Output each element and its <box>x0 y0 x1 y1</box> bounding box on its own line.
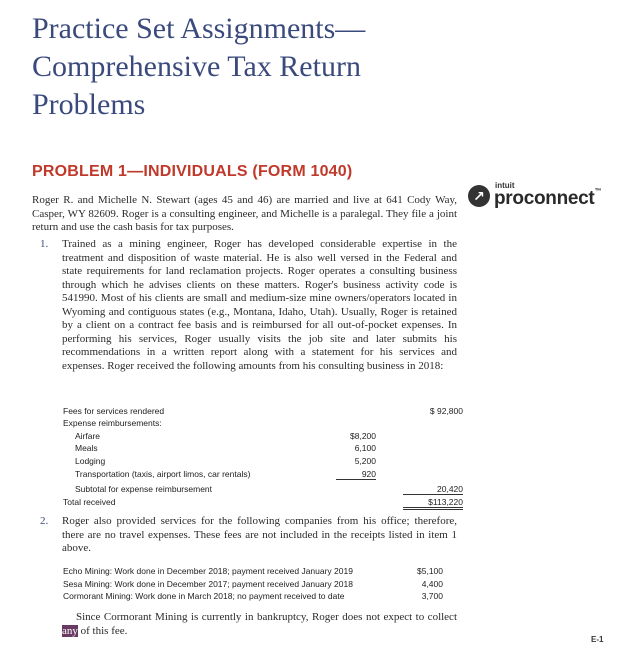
table-row <box>63 456 463 468</box>
note-text-after: of this fee. <box>77 624 128 637</box>
highlighted-word[interactable]: any <box>62 624 78 637</box>
total-label: Total received <box>63 497 116 507</box>
table-row <box>63 431 463 443</box>
total-row <box>63 497 463 509</box>
proconnect-text: proconnect <box>494 188 595 209</box>
proconnect-logo <box>468 183 618 213</box>
company-label: Sesa Mining: Work done in December 2017; payment received January 2018 <box>63 579 353 589</box>
page-number: E-1 <box>591 635 604 644</box>
item-2-text: Roger also provided services for the following companies from his office; therefore, there are no travel expenses. These fees are not included in the receipts listed in item 1 above. <box>62 515 457 554</box>
company-row <box>63 579 443 591</box>
expense-label: Airfare <box>75 431 101 441</box>
expense-amount: 5,200 <box>354 456 376 466</box>
reimbursement-label: Expense reimbursements: <box>63 418 162 428</box>
reimbursement-header-row <box>63 418 463 430</box>
fees-amount: $ 92,800 <box>429 406 463 416</box>
company-amount: $5,100 <box>417 566 443 576</box>
table-row <box>63 469 463 481</box>
expense-label: Transportation (taxis, airport limos, car rentals) <box>75 469 251 479</box>
arrow-icon: ↗ <box>468 185 490 207</box>
subtotal-row <box>63 484 463 496</box>
expense-amount: $8,200 <box>350 431 376 441</box>
expense-label: Lodging <box>75 456 106 466</box>
company-row <box>63 591 443 603</box>
expense-amount: 6,100 <box>354 443 376 453</box>
problem-heading: PROBLEM 1—INDIVIDUALS (FORM 1040) <box>32 163 353 180</box>
chapter-title-line-3: Problems <box>32 88 146 121</box>
fees-row <box>63 406 463 418</box>
problem-intro: Roger R. and Michelle N. Stewart (ages 45 and 46) are married and live at 641 Cody Way, Casper, WY 82609. Roger is a consulting engineer, and Michelle is a paralegal. They file a joint return and use the cash basis for tax purposes. <box>32 194 457 233</box>
item-1-text: Trained as a mining engineer, Roger has developed considerable expertise in the treatment and disposition of waste material. He is also well versed in the Federal and state requirements for land reclamation projects. Roger operates a consulting business through which he advises clients on these matters. Roger's business activity code is 541990. Most of his clients are small and medium-size mine owners/operators located in Wyoming and contiguous states (e.g., Montana, Idaho, Utah). Usually, Roger is retained by a client on a contract fee basis and is reimbursed for all out-of-pocket expenses. In performing his services, Roger usually visits the job site and later submits his recommendations in a written report along with a statement for his services and expenses. Roger received the following amounts from his consulting business in 2018: <box>62 238 457 372</box>
expense-amount: 920 <box>336 469 376 480</box>
company-label: Echo Mining: Work done in December 2018; payment received January 2019 <box>63 566 353 576</box>
company-label: Cormorant Mining: Work done in March 2018; no payment received to date <box>63 591 345 601</box>
total-amount: $113,220 <box>403 497 463 510</box>
intuit-wordmark: intuit <box>495 181 515 190</box>
company-amount: 3,700 <box>421 591 443 601</box>
proconnect-wordmark <box>494 188 601 210</box>
chapter-title-line-2: Comprehensive Tax Return <box>32 50 361 83</box>
bankruptcy-note <box>62 611 457 638</box>
table-row <box>63 443 463 455</box>
expense-label: Meals <box>75 443 98 453</box>
note-text-before: Since Cormorant Mining is currently in bankruptcy, Roger does not expect to collect <box>76 611 457 623</box>
chapter-title-line-1: Practice Set Assignments— <box>32 12 366 45</box>
company-row <box>63 566 443 578</box>
fees-label: Fees for services rendered <box>63 406 165 416</box>
company-amount: 4,400 <box>421 579 443 589</box>
subtotal-label: Subtotal for expense reimbursement <box>75 484 213 494</box>
subtotal-amount: 20,420 <box>403 484 463 495</box>
trademark-symbol: ™ <box>594 188 602 195</box>
item-2-number: 2. <box>40 515 49 527</box>
item-1-number: 1. <box>40 238 49 250</box>
chapter-title <box>32 10 452 124</box>
